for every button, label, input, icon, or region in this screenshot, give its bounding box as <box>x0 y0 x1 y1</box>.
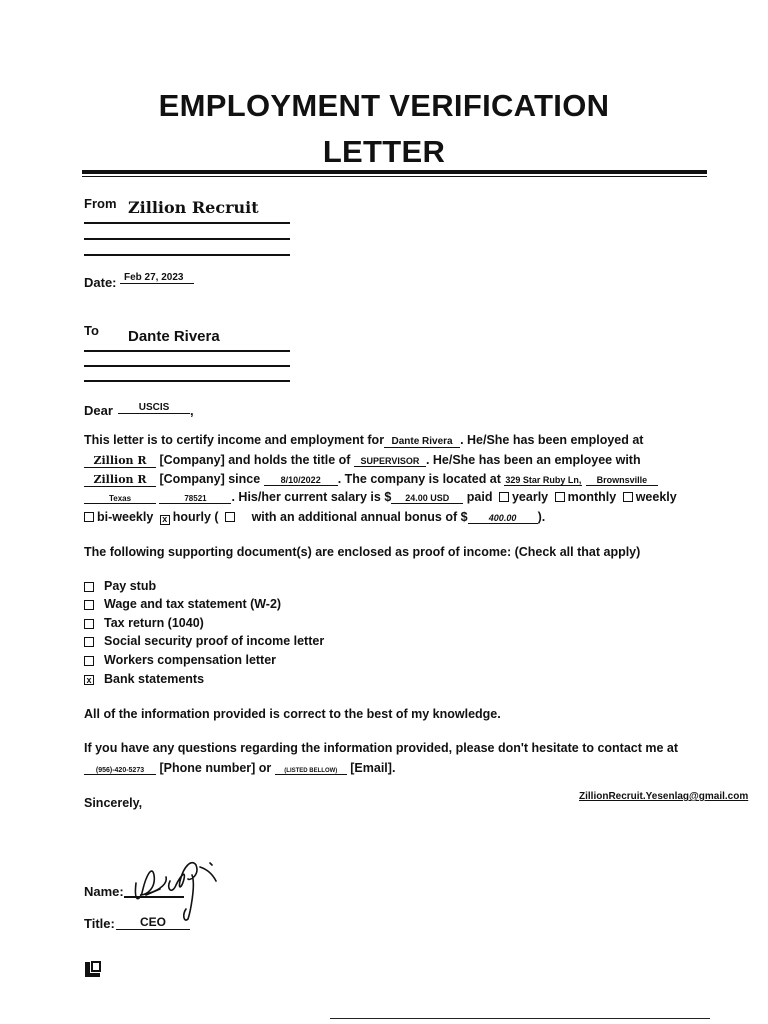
address-state-fill: Texas <box>84 494 156 504</box>
page-bottom-rule <box>330 1018 710 1019</box>
since-date-fill: 8/10/2022 <box>264 475 338 486</box>
to-value: Dante Rivera <box>128 328 220 345</box>
job-title-fill: SUPERVISOR <box>354 456 426 467</box>
document-item-w2 <box>84 597 281 611</box>
to-line-2 <box>84 365 290 367</box>
address-city-fill: Brownsville <box>586 475 658 486</box>
closing-sincerely: Sincerely, <box>84 796 143 810</box>
salary-fill: 24.00 USD <box>391 493 463 504</box>
dear-value: USCIS <box>118 402 190 414</box>
company-logo-icon <box>84 960 102 978</box>
document-title-line-2: LETTER <box>322 134 446 169</box>
para-text-3a: [Company] since <box>159 472 261 486</box>
company-fill-1: Zillion R <box>84 454 156 468</box>
para-text-1b: . He/She has been employed at <box>460 433 644 447</box>
document-item-bank-statements <box>84 672 204 686</box>
para-text-1a: This letter is to certify income and employment for <box>84 433 385 447</box>
para-text-5b: with an additional annual bonus of $ <box>251 510 468 524</box>
label-yearly: yearly <box>511 490 549 504</box>
to-line-3 <box>84 380 290 382</box>
checkbox-hourly[interactable]: x <box>160 515 170 525</box>
accuracy-statement: All of the information provided is correct to the best of my knowledge. <box>84 707 501 721</box>
checkbox-yearly[interactable] <box>499 492 509 502</box>
document-item-social-security <box>84 634 324 648</box>
document-item-workers-comp <box>84 653 276 667</box>
dear-comma: , <box>190 403 194 418</box>
label-hourly: hourly ( <box>172 510 219 524</box>
checkbox-w2[interactable] <box>84 600 94 610</box>
checkbox-tax-return[interactable] <box>84 619 94 629</box>
paragraph-line-1 <box>84 433 643 448</box>
document-label: Workers compensation letter <box>104 653 277 667</box>
date-label: Date: <box>84 275 117 290</box>
from-line-2 <box>84 238 290 240</box>
paragraph-line-2 <box>84 453 641 468</box>
checkbox-workers-comp[interactable] <box>84 656 94 666</box>
name-line <box>124 896 184 898</box>
document-label: Wage and tax statement (W-2) <box>104 597 282 611</box>
document-label: Pay stub <box>104 579 157 593</box>
name-label: Name: <box>84 884 124 899</box>
para-text-3b: . The company is located at <box>337 472 501 486</box>
paragraph-line-5 <box>84 510 545 525</box>
email-address[interactable]: ZillionRecruit.Yesenlag@gmail.com <box>579 791 749 802</box>
from-line-3 <box>84 254 290 256</box>
from-label: From <box>84 196 117 211</box>
from-line-1 <box>84 222 290 224</box>
checkbox-biweekly[interactable] <box>84 512 94 522</box>
address-zip-fill: 78521 <box>159 494 231 504</box>
para-text-2b: . He/She has been an employee with <box>425 453 641 467</box>
email-label: [Email]. <box>350 761 396 775</box>
para-text-5end: ). <box>537 510 546 524</box>
checkbox-monthly[interactable] <box>555 492 565 502</box>
paragraph-line-3 <box>84 472 658 487</box>
to-label: To <box>84 323 99 338</box>
bonus-fill: 400.00 <box>468 513 538 524</box>
title-rule-thin <box>82 176 707 177</box>
company-fill-2: Zillion R <box>84 473 156 487</box>
title-rule <box>82 170 707 174</box>
contact-text: If you have any questions regarding the information provided, please don't hesitate to contact me at <box>84 741 679 755</box>
para-text-4a: . His/her current salary is $ <box>231 490 392 504</box>
document-title-line-1: EMPLOYMENT VERIFICATION <box>158 88 610 123</box>
date-value: Feb 27, 2023 <box>120 272 194 284</box>
checkbox-other[interactable] <box>225 512 235 522</box>
employee-name-fill: Dante Rivera <box>384 436 460 448</box>
title-label: Title: <box>84 916 115 931</box>
label-monthly: monthly <box>567 490 617 504</box>
to-line-1 <box>84 350 290 352</box>
paragraph-line-4 <box>84 490 677 504</box>
checkbox-social-security[interactable] <box>84 637 94 647</box>
document-label: Tax return (1040) <box>104 616 204 630</box>
checkbox-pay-stub[interactable] <box>84 582 94 592</box>
para-text-paid: paid <box>466 490 493 504</box>
document-item-pay-stub <box>84 579 156 593</box>
document-label: Bank statements <box>104 672 205 686</box>
phone-fill: (956)-420-5273 <box>84 767 156 775</box>
email-fill: (LISTED BELLOW) <box>275 768 347 775</box>
contact-line-2 <box>84 761 395 775</box>
from-value: Zillion Recruit <box>128 198 259 217</box>
document-label: Social security proof of income letter <box>104 634 325 648</box>
checkbox-weekly[interactable] <box>623 492 633 502</box>
checkbox-bank-statements[interactable]: x <box>84 675 94 685</box>
phone-label: [Phone number] or <box>159 761 272 775</box>
label-weekly: weekly <box>635 490 677 504</box>
document-item-tax-return <box>84 616 204 630</box>
address-street-fill: 329 Star Ruby Ln, <box>505 475 582 485</box>
label-biweekly: bi-weekly <box>97 510 154 524</box>
documents-intro: The following supporting document(s) are enclosed as proof of income: (Check all that apply) <box>84 545 641 559</box>
dear-label: Dear <box>84 403 113 418</box>
title-value: CEO <box>116 915 190 930</box>
para-text-2a: [Company] and holds the title of <box>159 453 351 467</box>
